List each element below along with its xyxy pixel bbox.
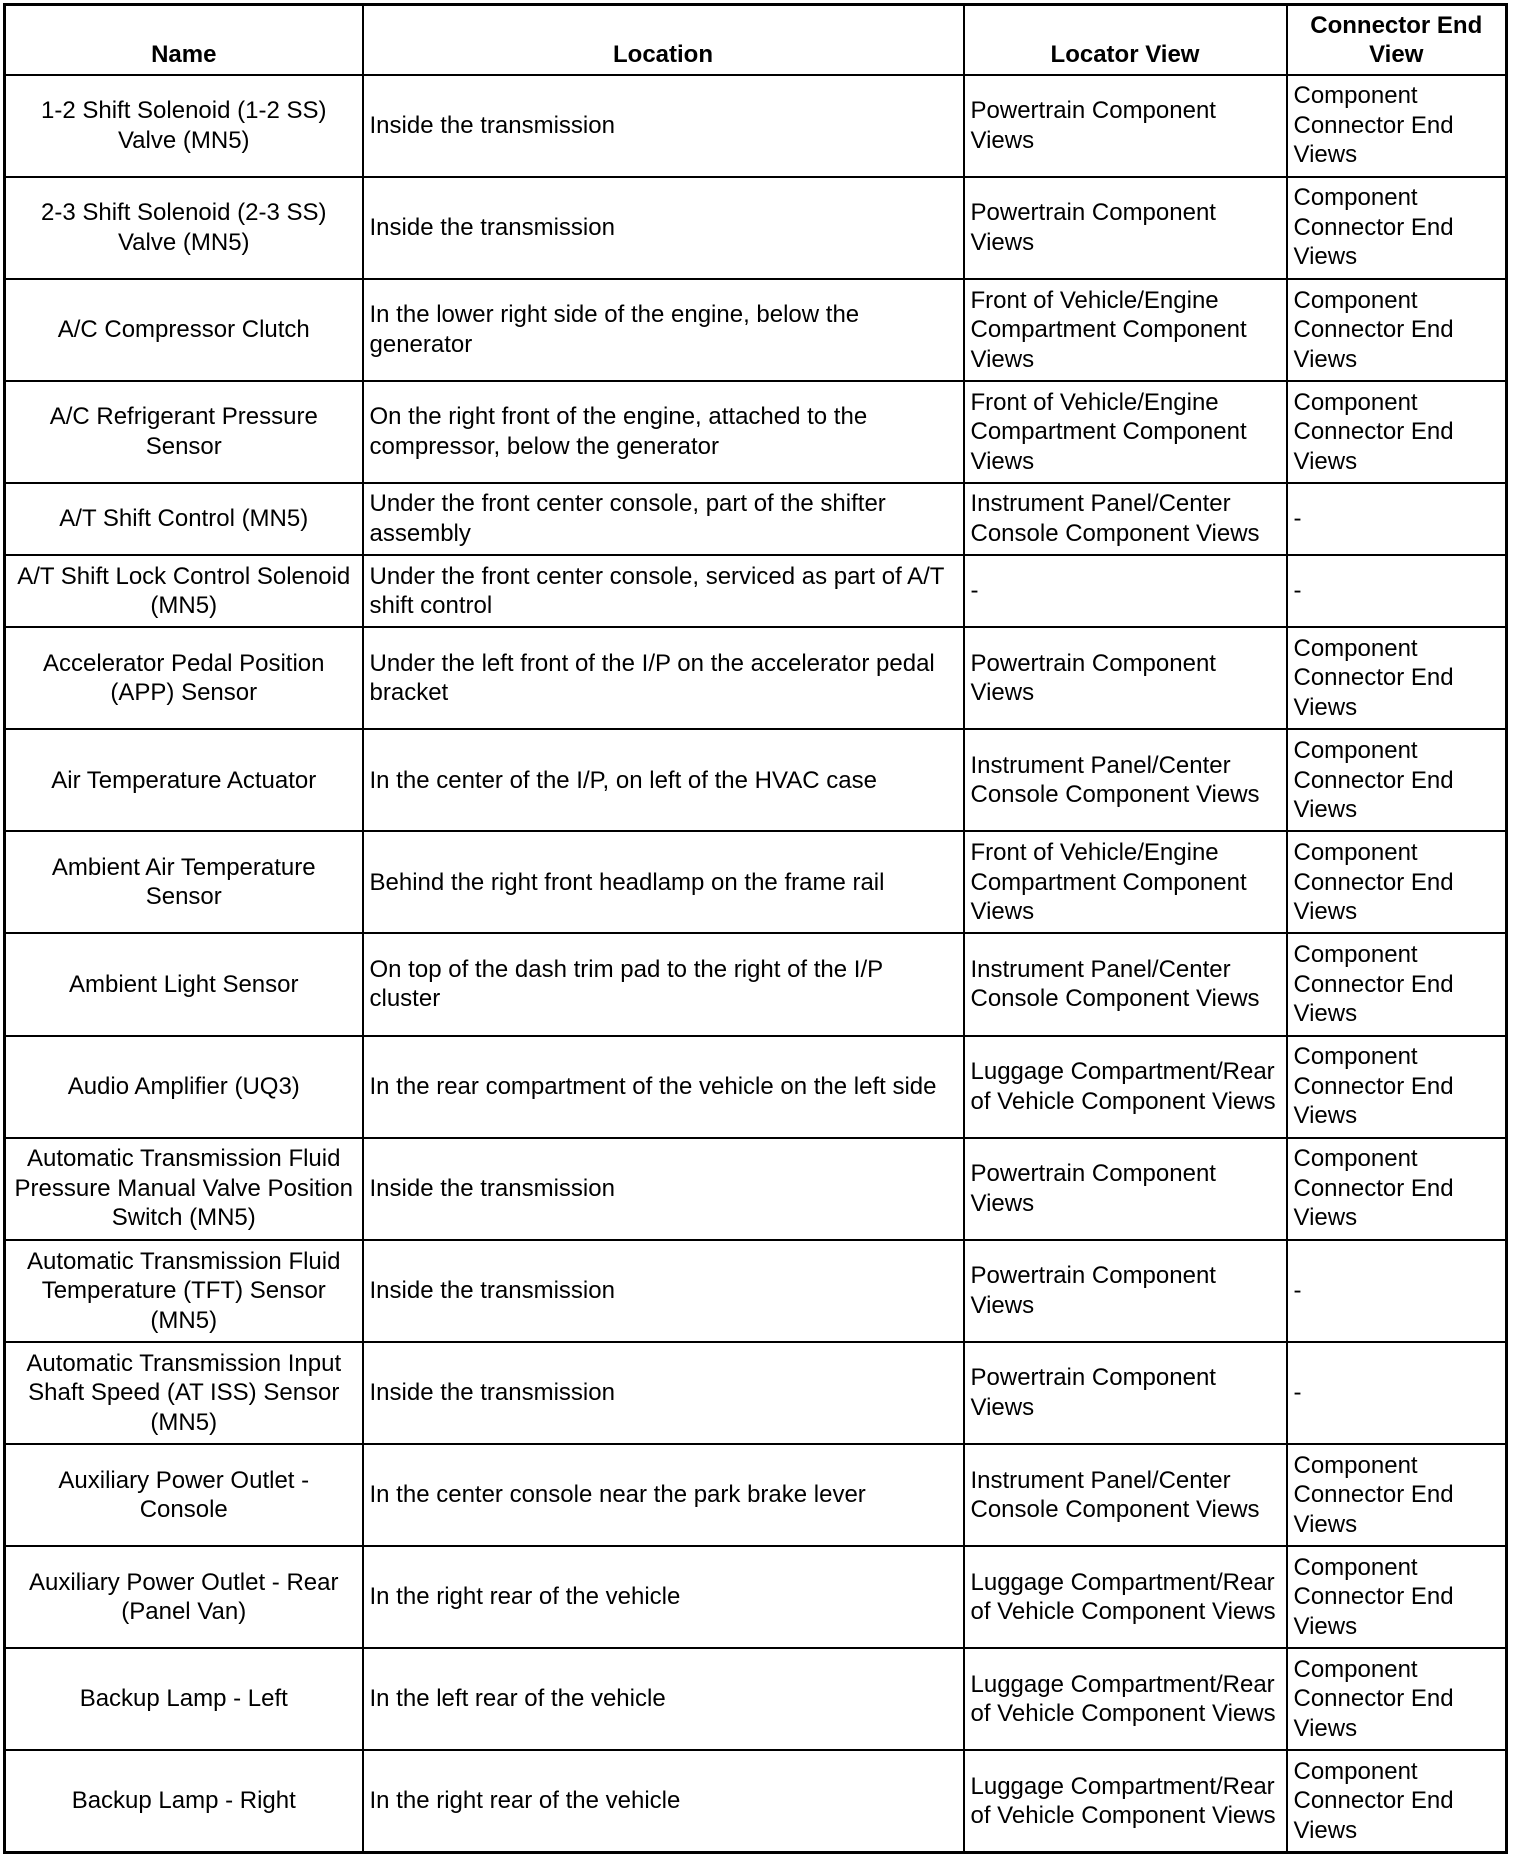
table-header (5, 5, 1507, 75)
cell-location: Inside the transmission (363, 75, 964, 177)
cell-location: Inside the transmission (363, 1240, 964, 1342)
table-row (5, 279, 1507, 381)
cell-connector-end-view: Component Connector End Views (1287, 1036, 1507, 1138)
cell-connector-end-view: Component Connector End Views (1287, 831, 1507, 933)
cell-locator-view: Front of Vehicle/Engine Compartment Component Views (964, 831, 1287, 933)
cell-locator-view: Front of Vehicle/Engine Compartment Component Views (964, 381, 1287, 483)
cell-name: Auxiliary Power Outlet - Console (5, 1444, 363, 1546)
table-row (5, 1240, 1507, 1342)
table-row (5, 555, 1507, 627)
cell-name: A/T Shift Control (MN5) (5, 483, 363, 555)
cell-name: Auxiliary Power Outlet - Rear (Panel Van) (5, 1546, 363, 1648)
cell-location: In the right rear of the vehicle (363, 1546, 964, 1648)
cell-connector-end-view: Component Connector End Views (1287, 279, 1507, 381)
cell-connector-end-view: - (1287, 555, 1507, 627)
table-row (5, 1546, 1507, 1648)
cell-location: Behind the right front headlamp on the frame rail (363, 831, 964, 933)
cell-name: Air Temperature Actuator (5, 729, 363, 831)
table-body (5, 75, 1507, 1853)
cell-locator-view: Powertrain Component Views (964, 1342, 1287, 1444)
cell-locator-view: Luggage Compartment/Rear of Vehicle Component Views (964, 1750, 1287, 1852)
table-row (5, 483, 1507, 555)
cell-location: Under the front center console, part of the shifter assembly (363, 483, 964, 555)
cell-name: 2-3 Shift Solenoid (2-3 SS) Valve (MN5) (5, 177, 363, 279)
table-row (5, 1342, 1507, 1444)
cell-name: Audio Amplifier (UQ3) (5, 1036, 363, 1138)
cell-location: Under the front center console, serviced as part of A/T shift control (363, 555, 964, 627)
cell-location: Inside the transmission (363, 1342, 964, 1444)
cell-locator-view: Powertrain Component Views (964, 1240, 1287, 1342)
cell-name: A/C Compressor Clutch (5, 279, 363, 381)
cell-locator-view: Instrument Panel/Center Console Component Views (964, 933, 1287, 1035)
table-row (5, 177, 1507, 279)
table-row (5, 1750, 1507, 1852)
cell-name: Ambient Light Sensor (5, 933, 363, 1035)
header-name: Name (5, 5, 363, 75)
cell-location: In the lower right side of the engine, below the generator (363, 279, 964, 381)
cell-location: In the center console near the park brake lever (363, 1444, 964, 1546)
cell-locator-view: Luggage Compartment/Rear of Vehicle Component Views (964, 1036, 1287, 1138)
cell-connector-end-view: Component Connector End Views (1287, 1750, 1507, 1852)
table-row (5, 627, 1507, 729)
cell-name: Automatic Transmission Fluid Temperature (TFT) Sensor (MN5) (5, 1240, 363, 1342)
cell-locator-view: Instrument Panel/Center Console Component Views (964, 483, 1287, 555)
table-row (5, 1138, 1507, 1240)
cell-location: Inside the transmission (363, 177, 964, 279)
table-row (5, 933, 1507, 1035)
cell-name: Backup Lamp - Left (5, 1648, 363, 1750)
cell-locator-view: Powertrain Component Views (964, 1138, 1287, 1240)
cell-locator-view: Powertrain Component Views (964, 177, 1287, 279)
header-location: Location (363, 5, 964, 75)
cell-location: Inside the transmission (363, 1138, 964, 1240)
table-row (5, 1444, 1507, 1546)
cell-connector-end-view: Component Connector End Views (1287, 75, 1507, 177)
header-connector-end-view: Connector End View (1287, 5, 1507, 75)
table-row (5, 1036, 1507, 1138)
cell-connector-end-view: - (1287, 1240, 1507, 1342)
cell-name: Automatic Transmission Fluid Pressure Manual Valve Position Switch (MN5) (5, 1138, 363, 1240)
cell-name: A/T Shift Lock Control Solenoid (MN5) (5, 555, 363, 627)
cell-locator-view: Powertrain Component Views (964, 75, 1287, 177)
cell-location: On the right front of the engine, attached to the compressor, below the generator (363, 381, 964, 483)
cell-connector-end-view: Component Connector End Views (1287, 1546, 1507, 1648)
table-row (5, 1648, 1507, 1750)
cell-locator-view: Luggage Compartment/Rear of Vehicle Component Views (964, 1648, 1287, 1750)
cell-location: In the left rear of the vehicle (363, 1648, 964, 1750)
cell-locator-view: - (964, 555, 1287, 627)
cell-connector-end-view: Component Connector End Views (1287, 177, 1507, 279)
cell-connector-end-view: Component Connector End Views (1287, 627, 1507, 729)
component-locator-table (3, 3, 1508, 1854)
table-row (5, 729, 1507, 831)
header-locator-view: Locator View (964, 5, 1287, 75)
header-row (5, 5, 1507, 75)
table-row (5, 75, 1507, 177)
cell-name: Ambient Air Temperature Sensor (5, 831, 363, 933)
cell-location: Under the left front of the I/P on the accelerator pedal bracket (363, 627, 964, 729)
table-row (5, 381, 1507, 483)
cell-connector-end-view: Component Connector End Views (1287, 1138, 1507, 1240)
cell-locator-view: Front of Vehicle/Engine Compartment Component Views (964, 279, 1287, 381)
cell-name: Backup Lamp - Right (5, 1750, 363, 1852)
cell-connector-end-view: Component Connector End Views (1287, 1648, 1507, 1750)
cell-locator-view: Instrument Panel/Center Console Component Views (964, 1444, 1287, 1546)
cell-name: A/C Refrigerant Pressure Sensor (5, 381, 363, 483)
cell-connector-end-view: Component Connector End Views (1287, 1444, 1507, 1546)
cell-connector-end-view: Component Connector End Views (1287, 729, 1507, 831)
cell-connector-end-view: Component Connector End Views (1287, 381, 1507, 483)
cell-locator-view: Instrument Panel/Center Console Component Views (964, 729, 1287, 831)
cell-name: Automatic Transmission Input Shaft Speed (AT ISS) Sensor (MN5) (5, 1342, 363, 1444)
cell-location: In the rear compartment of the vehicle on the left side (363, 1036, 964, 1138)
cell-connector-end-view: - (1287, 483, 1507, 555)
cell-name: Accelerator Pedal Position (APP) Sensor (5, 627, 363, 729)
table-row (5, 831, 1507, 933)
cell-connector-end-view: - (1287, 1342, 1507, 1444)
cell-locator-view: Luggage Compartment/Rear of Vehicle Component Views (964, 1546, 1287, 1648)
cell-locator-view: Powertrain Component Views (964, 627, 1287, 729)
cell-connector-end-view: Component Connector End Views (1287, 933, 1507, 1035)
cell-location: In the center of the I/P, on left of the HVAC case (363, 729, 964, 831)
cell-name: 1-2 Shift Solenoid (1-2 SS) Valve (MN5) (5, 75, 363, 177)
cell-location: In the right rear of the vehicle (363, 1750, 964, 1852)
cell-location: On top of the dash trim pad to the right of the I/P cluster (363, 933, 964, 1035)
